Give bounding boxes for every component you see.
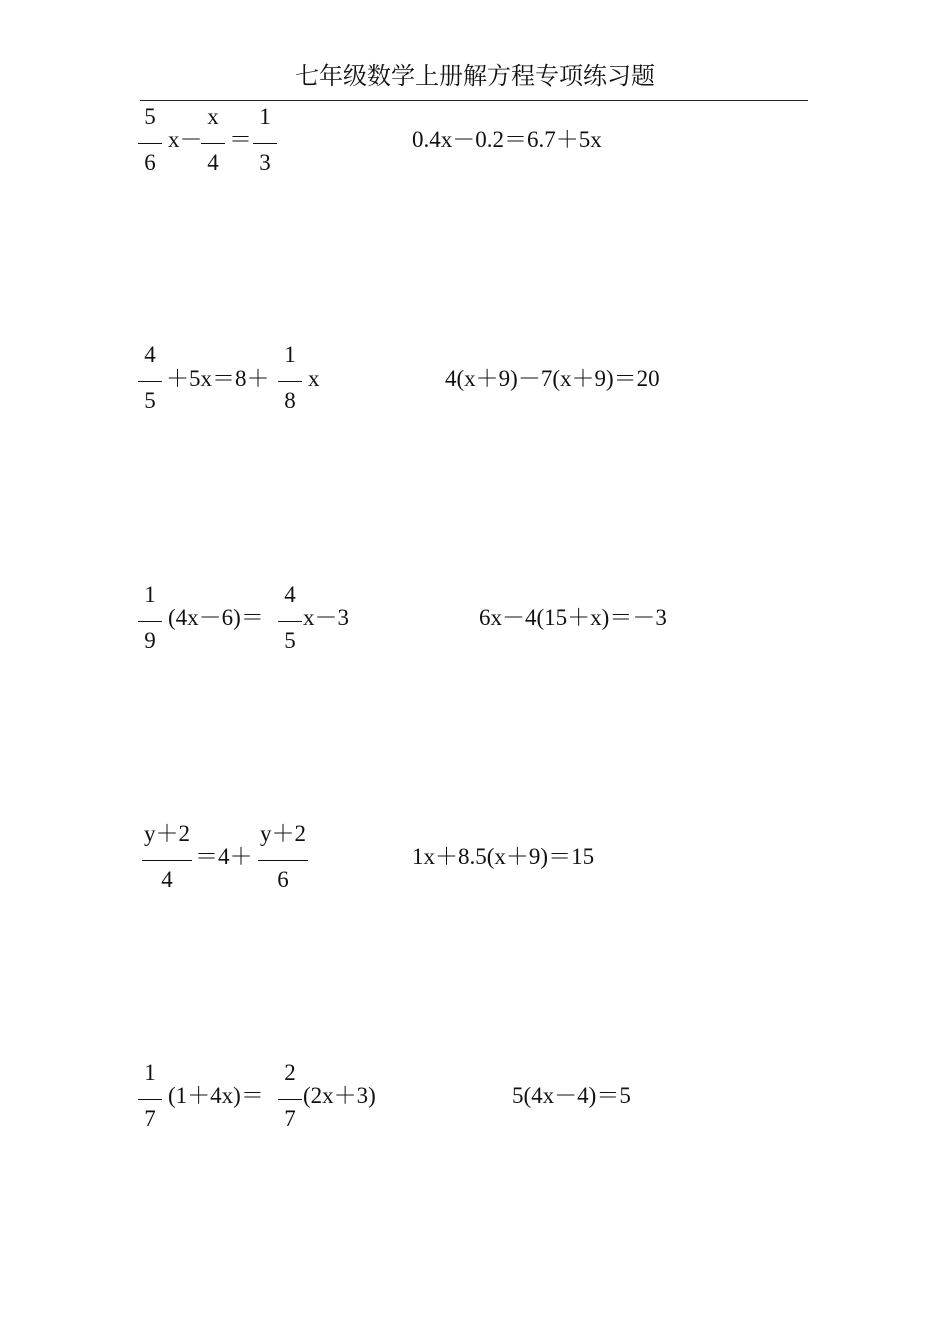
denominator: 4 [161, 867, 173, 892]
fraction-bar [253, 143, 277, 144]
equation-term: (1＋4x)＝ [168, 1083, 264, 1108]
numerator: 1 [259, 104, 271, 129]
equation-5-right: 5(4x－4)＝5 [512, 1083, 631, 1108]
denominator: 6 [144, 150, 156, 175]
equation-term: ＝ [229, 127, 252, 152]
fraction-bar [278, 621, 302, 622]
denominator: 4 [207, 150, 219, 175]
denominator: 7 [284, 1106, 296, 1131]
page-title: 七年级数学上册解方程专项练习题 [295, 64, 655, 90]
numerator: 5 [144, 104, 156, 129]
fraction-bar [201, 143, 225, 144]
fraction-bar [258, 860, 308, 861]
numerator: 1 [284, 342, 296, 367]
equation-2-right: 4(x＋9)－7(x＋9)＝20 [445, 366, 660, 391]
numerator: 1 [144, 582, 156, 607]
numerator: y＋2 [260, 821, 306, 846]
numerator: x [207, 104, 219, 129]
fraction-bar [138, 381, 162, 382]
numerator: 1 [144, 1060, 156, 1085]
equation-term: x [308, 366, 320, 391]
fraction-bar [278, 381, 302, 382]
equation-term: ＋5x＝8＋ [166, 366, 270, 391]
denominator: 3 [259, 150, 271, 175]
equation-term: x－3 [303, 605, 349, 630]
denominator: 5 [144, 388, 156, 413]
equation-term: (4x－6)＝ [168, 605, 264, 630]
fraction-bar [138, 621, 162, 622]
equation-1-right: 0.4x－0.2＝6.7＋5x [412, 127, 602, 152]
equation-3-right: 6x－4(15＋x)＝－3 [479, 605, 667, 630]
fraction-bar [138, 143, 162, 144]
denominator: 6 [277, 867, 289, 892]
title-divider [140, 100, 808, 101]
denominator: 7 [144, 1106, 156, 1131]
fraction-bar [278, 1099, 302, 1100]
equation-4-right: 1x＋8.5(x＋9)＝15 [412, 844, 595, 869]
equation-term: ＝4＋ [195, 844, 253, 869]
numerator: 4 [284, 582, 296, 607]
numerator: 2 [284, 1060, 296, 1085]
equation-term: x－ [168, 127, 203, 152]
denominator: 8 [284, 388, 296, 413]
numerator: y＋2 [144, 821, 190, 846]
denominator: 5 [284, 628, 296, 653]
denominator: 9 [144, 628, 156, 653]
numerator: 4 [144, 342, 156, 367]
fraction-bar [138, 1099, 162, 1100]
equation-term: (2x＋3) [303, 1083, 376, 1108]
fraction-bar [142, 860, 192, 861]
